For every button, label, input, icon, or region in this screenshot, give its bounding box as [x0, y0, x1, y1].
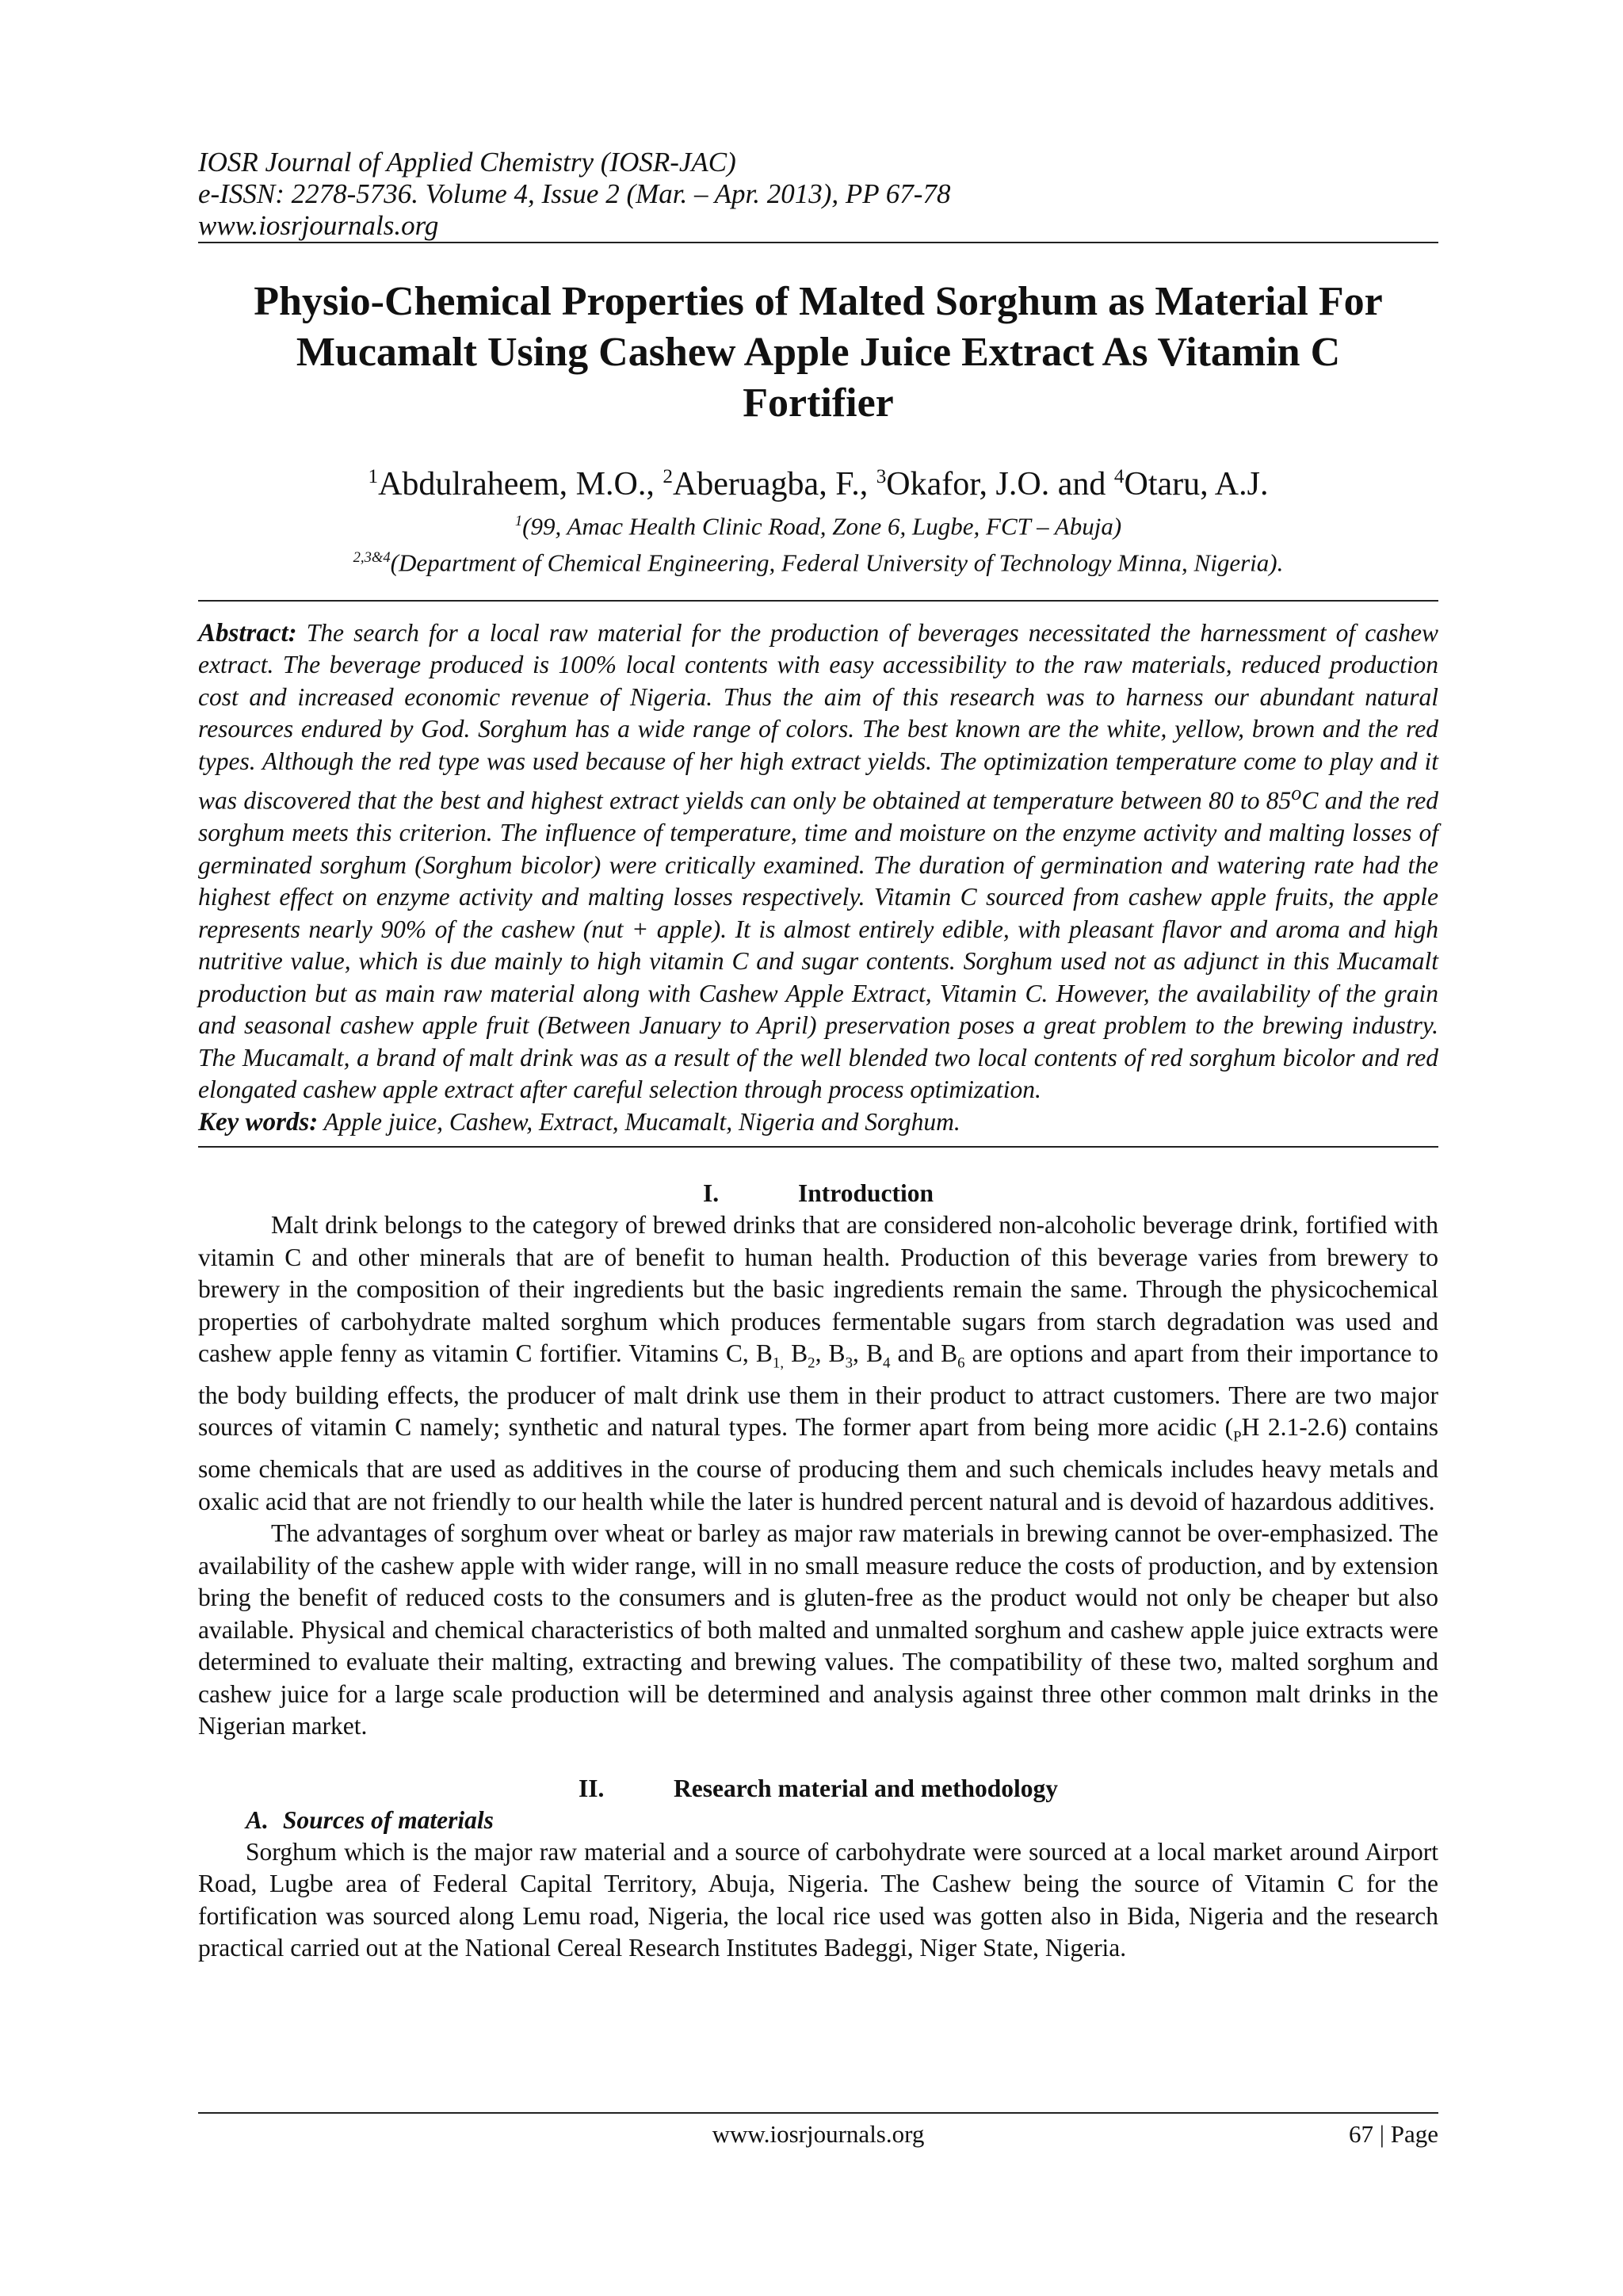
section-heading-introduction [198, 1178, 1438, 1209]
text-run: , B [815, 1339, 846, 1368]
section-title: Introduction [798, 1179, 934, 1208]
methods-paragraph-1: Sorghum which is the major raw material and a source of carbohydrate were sourced at a local market around Airport Road, Lugbe area of Federal Capital Territory, Abuja, Nigeria. The Cashew being the source of Vitamin C for the fortification was sourced along Lemu road, Nigeria, the local rice used was gotten also in Bida, Nigeria and the research practical carried out at the National Cereal Research Institutes Badeggi, Niger State, Nigeria. [198, 1837, 1438, 1962]
abstract-box [198, 600, 1438, 1148]
subscript: 3 [845, 1354, 854, 1372]
text-run: are options and apart from their importance to the body building effects, the producer of malt drink use them in their product to attract customers. There are two major sources of vitamin C namely; synthetic and natural types. The former apart from being more acidic ( [198, 1339, 1438, 1442]
abstract [198, 617, 1438, 1106]
journal-header [198, 147, 1438, 242]
paper-title: Physio-Chemical Properties of Malted Sorghum as Material For Mucamalt Using Cashew Apple Juice Extract As Vitamin C Fortifier [254, 279, 1383, 426]
affiliation-sup: 2,3&4 [353, 549, 391, 567]
author-name: Abdulraheem, M.O., [378, 466, 663, 502]
affiliation [198, 506, 1438, 542]
journal-website: www.iosrjournals.org [198, 210, 439, 241]
degree-sup: o [1291, 781, 1302, 805]
text-run: H 2.1-2.6) contains some chemicals that are used as additives in the course of producing them and such chemicals includes heavy metals and oxalic acid that are not friendly to our health while the later is hundred percent natural and is devoid of hazardous additives. [198, 1413, 1439, 1515]
author-sup: 2 [663, 466, 673, 487]
subsection-number: A. [246, 1805, 269, 1834]
author-sup: 1 [368, 466, 379, 487]
subsection-title: Sources of materials [282, 1805, 494, 1834]
subscript: 1, [772, 1354, 785, 1372]
author-name: Otaru, A.J. [1124, 466, 1269, 502]
section-heading-methodology [198, 1773, 1438, 1805]
subsection-heading [246, 1805, 1438, 1836]
abstract-label: Abstract: [198, 618, 297, 648]
keywords [198, 1106, 1438, 1139]
text-run: B [784, 1339, 808, 1368]
intro-paragraph-2: The advantages of sorghum over wheat or barley as major raw materials in brewing cannot be over-emphasized. The availability of the cashew apple with wider range, will in no small measure reduce the costs of production, and by extension bring the benefit of reduced costs to the consumers and is gluten-free as the product would not only be cheaper but also available. Physical and chemical characteristics of both malted and unmalted sorghum and cashew apple juice extracts were determined to evaluate their malting, extracting and brewing values. The compatibility of these two, malted sorghum and cashew juice for a large scale production will be determined and analysis against three other common malt drinks in the Nigerian market. [198, 1519, 1438, 1740]
affiliation-text: (Department of Chemical Engineering, Federal University of Technology Minna, Nigeria). [390, 548, 1284, 577]
affiliation [198, 542, 1438, 579]
author-sup: 4 [1113, 466, 1125, 487]
subscript: 2 [808, 1354, 815, 1372]
paper-page [198, 147, 1438, 1965]
text-run: Malt drink belongs to the category of brewed drinks that are considered non-alcoholic beverage drink, fortified with vitamin C and other minerals that are of benefit to human health. Production of this beverage varies from brewery to brewery in the composition of their ingredients but the basic ingredients remain the same. Through the physicochemical properties of carbohydrate malted sorghum which produces fermentable sugars from starch degradation was used and cashew apple fenny as vitamin C fortifier. Vitamins C, B [198, 1211, 1438, 1368]
section-title: Research material and methodology [674, 1774, 1058, 1802]
header-rule [198, 242, 1438, 243]
section-number: I. [703, 1179, 720, 1208]
author-sup: 3 [876, 466, 887, 487]
affiliation-text: (99, Amac Health Clinic Road, Zone 6, Lugbe, FCT – Abuja) [522, 512, 1122, 541]
footer-website: www.iosrjournals.org [712, 2120, 925, 2148]
page-footer [198, 2112, 1438, 2157]
abstract-text-cont: C and the red sorghum meets this criterion. The influence of temperature, time and moisture on the enzyme activity and malting losses of germinated sorghum (Sorghum bicolor) were critically examined. The duration of germination and watering rate had the highest effect on enzyme activity and malting losses respectively. Vitamin C sourced from cashew apple fruits, the apple represents nearly 90% of the cashew (nut + apple). It is almost entirely edible, with pleasant flavor and aroma and high nutritive value, which is due mainly to high vitamin C and sugar contents. Sorghum used not as adjunct in this Mucamalt production but as main raw material along with Cashew Apple Extract, Vitamin C. However, the availability of the grain and seasonal cashew apple fruit (Between January to April) preservation poses a great problem to the brewing industry. The Mucamalt, a brand of malt drink was as a result of the well blended two local contents of red sorghum bicolor and red elongated cashew apple extract after careful selection through process optimization. [198, 786, 1438, 1104]
intro-paragraph-1 [198, 1209, 1438, 1518]
page-number: 67 | Page [1349, 2120, 1438, 2148]
keywords-label: Key words: [198, 1107, 319, 1137]
author-name: Aberuagba, F., [672, 466, 876, 502]
author-name: Okafor, J.O. and [886, 466, 1114, 502]
subscript: 4 [882, 1354, 891, 1372]
abstract-text: The search for a local raw material for the production of beverages necessitated the harnessment of cashew extract. The beverage produced is 100% local contents with easy accessibility to the raw materials, reduced production cost and increased economic revenue of Nigeria. Thus the aim of this research was to harness our abundant natural resources endured by God. Sorghum has a wide range of colors. The best known are the white, yellow, brown and the red types. Although the red type was used because of her high extract yields. The optimization temperature come to play and it was discovered that the best and highest extract yields can only be obtained at temperature between 80 to 85 [198, 618, 1438, 815]
keywords-text: Apple juice, Cashew, Extract, Mucamalt, Nigeria and Sorghum. [318, 1107, 960, 1136]
text-run: and B [890, 1339, 958, 1368]
text-run: , B [853, 1339, 883, 1368]
issn-line: e-ISSN: 2278-5736. Volume 4, Issue 2 (Mar. – Apr. 2013), PP 67-78 [198, 178, 951, 209]
affiliation-sup: 1 [514, 513, 523, 529]
section-number: II. [579, 1774, 605, 1802]
author-list [198, 456, 1438, 506]
journal-name: IOSR Journal of Applied Chemistry (IOSR-JAC) [198, 147, 736, 178]
subscript: 6 [957, 1354, 965, 1372]
subscript: P [1233, 1428, 1242, 1446]
